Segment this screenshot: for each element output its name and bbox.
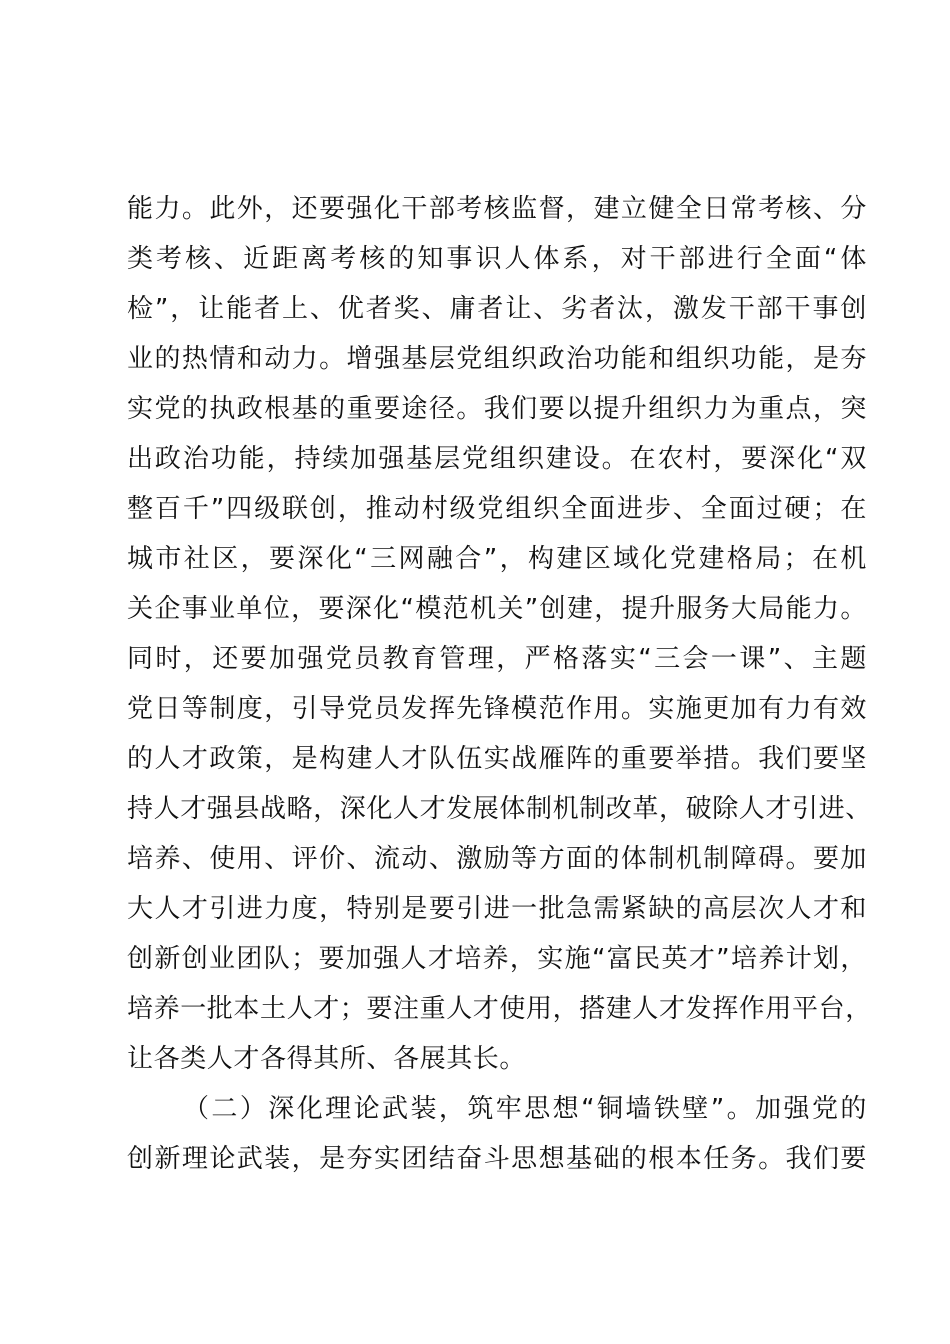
- section-heading-line: （二）深化理论武装，筑牢思想“铜墙铁壁”。加强党的: [183, 1094, 867, 1124]
- text-line: 城市社区，要深化“三网融合”，构建区域化党建格局；在机: [127, 544, 867, 574]
- text-line: 业的热情和动力。增强基层党组织政治功能和组织功能，是夯: [127, 344, 867, 374]
- text-line: 培养、使用、评价、流动、激励等方面的体制机制障碍。要加: [127, 844, 867, 874]
- text-line: 大人才引进力度，特别是要引进一批急需紧缺的高层次人才和: [127, 894, 867, 924]
- text-line: 实党的执政根基的重要途径。我们要以提升组织力为重点，突: [127, 394, 867, 424]
- text-line: 党日等制度，引导党员发挥先锋模范作用。实施更加有力有效: [127, 694, 867, 724]
- text-line: 关企事业单位，要深化“模范机关”创建，提升服务大局能力。: [127, 594, 867, 624]
- text-line: 培养一批本土人才；要注重人才使用，搭建人才发挥作用平台，: [127, 994, 872, 1024]
- text-line: 的人才政策，是构建人才队伍实战雁阵的重要举措。我们要坚: [127, 744, 867, 774]
- text-line: 创新创业团队；要加强人才培养，实施“富民英才”培养计划，: [127, 944, 867, 974]
- text-line: 检”，让能者上、优者奖、庸者让、劣者汰，激发干部干事创: [127, 294, 867, 324]
- text-line: 同时，还要加强党员教育管理，严格落实“三会一课”、主题: [127, 644, 867, 674]
- text-line: 整百千”四级联创，推动村级党组织全面进步、全面过硬；在: [127, 494, 867, 524]
- paragraph-last-line: 让各类人才各得其所、各展其长。: [127, 1044, 527, 1074]
- text-line: 持人才强县战略，深化人才发展体制机制改革，破除人才引进、: [127, 794, 872, 824]
- text-line: 创新理论武装，是夯实团结奋斗思想基础的根本任务。我们要: [127, 1144, 867, 1174]
- text-line: 出政治功能，持续加强基层党组织建设。在农村，要深化“双: [127, 444, 867, 474]
- text-line: 能力。此外，还要强化干部考核监督，建立健全日常考核、分: [127, 194, 867, 224]
- text-line: 类考核、近距离考核的知事识人体系，对干部进行全面“体: [127, 244, 867, 274]
- document-body: [127, 184, 872, 1184]
